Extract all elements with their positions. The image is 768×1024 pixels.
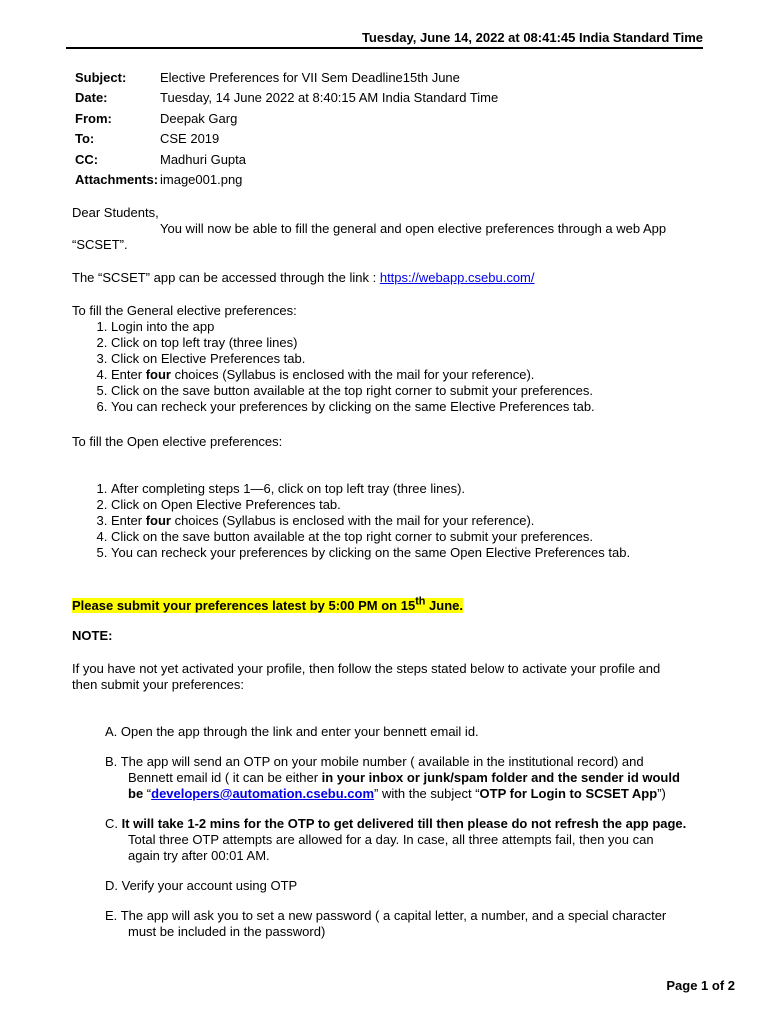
activation-intro — [72, 661, 712, 693]
step-text: choices (Syllabus is enclosed with the mail for your reference). — [170, 367, 535, 382]
step-b — [105, 754, 695, 802]
meta-value: Madhuri Gupta — [160, 151, 246, 167]
meta-key: To: — [75, 131, 95, 147]
meta-value: CSE 2019 — [160, 131, 220, 147]
list-item: 5. Click on the save button available at the top right corner to submit your preferences. — [111, 383, 712, 399]
header-rule — [66, 47, 703, 49]
meta-key: CC: — [75, 151, 99, 167]
deadline-block — [72, 594, 712, 614]
step-text: again try after 00:01 AM. — [128, 848, 270, 863]
webapp-link[interactable]: https://webapp.csebu.com/ — [379, 270, 535, 285]
emphasis-text: four — [145, 367, 171, 382]
deadline-text: Please submit your preferences latest by 5:00 PM on 15 — [72, 598, 416, 614]
step-text: The app will ask you to set a new password ( a capital letter, a number, and a special character — [120, 908, 667, 923]
step-text: Enter — [111, 513, 146, 528]
step-marker: E. — [105, 908, 118, 923]
meta-date — [75, 90, 498, 110]
greeting: Dear Students, — [72, 205, 159, 220]
meta-attachments — [75, 172, 498, 192]
developer-email-link[interactable]: developers@automation.csebu.com — [151, 786, 375, 801]
meta-key: Attachments: — [75, 171, 159, 187]
intro-line-1: You will now be able to fill the general and open elective preferences through a web App — [160, 221, 667, 236]
open-steps-list — [72, 481, 712, 561]
list-item: 2. Click on top left tray (three lines) — [111, 335, 712, 351]
list-item: 1. After completing steps 1—6, click on top left tray (three lines). — [111, 481, 712, 497]
step-text: Enter — [111, 367, 146, 382]
intro-block — [72, 205, 712, 253]
step-text: must be included in the password) — [128, 924, 326, 939]
step-e — [105, 908, 695, 940]
intro-line-2: “SCSET”. — [72, 237, 128, 252]
meta-value: Deepak Garg — [160, 110, 238, 126]
step-d — [105, 878, 695, 894]
printed-datetime: Tuesday, June 14, 2022 at 08:41:45 India Standard Time — [361, 30, 703, 45]
list-item: 6. You can recheck your preferences by clicking on the same Elective Preferences tab. — [111, 399, 712, 415]
step-a — [105, 724, 695, 740]
open-heading: To fill the Open elective preferences: — [72, 434, 283, 449]
open-section — [72, 481, 712, 561]
list-item — [111, 367, 712, 383]
meta-key: From: — [75, 110, 112, 126]
list-item — [111, 513, 712, 529]
meta-subject — [75, 70, 498, 90]
step-marker: A. — [105, 724, 118, 739]
meta-to — [75, 131, 498, 151]
step-text-bold: It will take 1-2 mins for the OTP to get delivered till then please do not refresh the app page. — [121, 816, 687, 831]
note-block — [72, 628, 712, 644]
meta-cc — [75, 152, 498, 172]
step-text: The app will send an OTP on your mobile number ( available in the institutional record) and — [120, 754, 644, 769]
general-heading: To fill the General elective preferences: — [72, 303, 297, 318]
step-marker: B. — [105, 754, 118, 769]
general-steps-list — [72, 319, 712, 415]
list-item: 4. Click on the save button available at the top right corner to submit your preferences. — [111, 529, 712, 545]
activation-line-2: then submit your preferences: — [72, 677, 244, 692]
page-number: Page 1 of 2 — [666, 978, 735, 993]
meta-value: image001.png — [160, 171, 243, 187]
step-c — [105, 816, 695, 864]
step-text: choices (Syllabus is enclosed with the mail for your reference). — [170, 513, 535, 528]
quote-mark: ” — [374, 786, 379, 801]
step-text: with the subject “ — [378, 786, 480, 801]
meta-from — [75, 111, 498, 131]
list-item: 2. Click on Open Elective Preferences tab. — [111, 497, 712, 513]
link-sentence: The “SCSET” app can be accessed through the link : — [72, 270, 380, 285]
step-marker: C. — [105, 816, 118, 831]
step-text: Bennett email id ( it can be either — [128, 770, 322, 785]
deadline-highlight — [72, 598, 463, 613]
list-item: 5. You can recheck your preferences by clicking on the same Open Elective Preferences tab. — [111, 545, 712, 561]
meta-key: Date: — [75, 90, 108, 106]
meta-value: Tuesday, 14 June 2022 at 8:40:15 AM India Standard Time — [160, 90, 499, 106]
activation-line-1: If you have not yet activated your profile, then follow the steps stated below to activate your profile and — [72, 661, 661, 676]
emphasis-text: four — [145, 513, 171, 528]
open-heading-block — [72, 434, 712, 450]
list-item: 1. Login into the app — [111, 319, 712, 335]
deadline-text-end: June. — [425, 598, 464, 614]
step-text-bold: OTP for Login to SCSET App — [479, 786, 658, 801]
general-section — [72, 303, 712, 415]
step-text: Open the app through the link and enter your bennett email id. — [120, 724, 479, 739]
step-text-bold: in your inbox or junk/spam folder and the sender id would — [321, 770, 680, 785]
meta-key: Subject: — [75, 70, 127, 85]
step-text-bold: be — [128, 786, 144, 801]
meta-value: Elective Preferences for VII Sem Deadline15th June — [160, 70, 460, 85]
step-text: Total three OTP attempts are allowed for a day. In case, all three attempts fail, then you can — [128, 832, 654, 847]
step-text: ”) — [657, 786, 666, 801]
link-paragraph — [72, 270, 712, 286]
quote-mark: “ — [143, 786, 152, 801]
list-item: 3. Click on Elective Preferences tab. — [111, 351, 712, 367]
step-text: Verify your account using OTP — [121, 878, 298, 893]
deadline-sup: th — [415, 596, 426, 608]
email-meta — [75, 70, 498, 192]
note-label: NOTE: — [72, 628, 113, 643]
step-marker: D. — [105, 878, 118, 893]
